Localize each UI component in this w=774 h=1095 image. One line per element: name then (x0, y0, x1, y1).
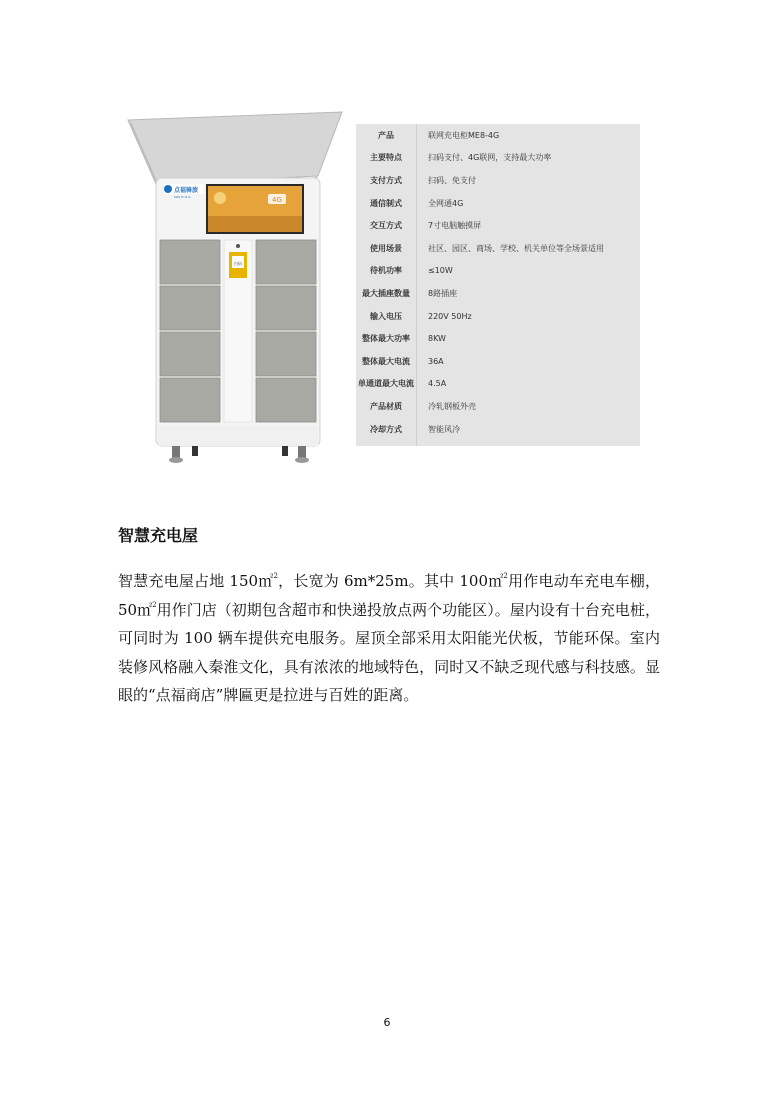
spec-key: 交互方式 (370, 221, 402, 231)
paragraph-part: ，长宽为 6m*25m。其中 100 (277, 572, 488, 590)
spec-key: 输入电压 (370, 311, 402, 321)
brand-logo-text: 点福骑旅 (174, 187, 199, 194)
superscript: 2 (273, 572, 278, 580)
screen-sun (214, 192, 226, 204)
paragraph-part: 用作门店（初期包含超市和快递投放点两个功能区）。屋内设有十台充电桩，可同时为 100 辆车提供充电服务。屋顶全部采用太阳能光伏板，节能环保。室内装修风格融入秦淮文化，具有浓浓的地域特色，同时又不缺乏现代感与科技感。显眼的“点福商店”牌匾更是拉进与百姓的距离。 (118, 600, 660, 704)
spec-value: ≤10W (428, 266, 453, 276)
spec-key: 整体最大功率 (362, 334, 410, 344)
spec-row (356, 350, 640, 373)
area-unit: ㎡ (488, 572, 504, 590)
foot-right (298, 446, 306, 458)
spec-key: 待机功率 (370, 266, 402, 276)
paragraph-part: 用作电动车充电车棚，50 (118, 572, 660, 619)
spec-key: 产品材质 (370, 401, 402, 411)
spec-value: 冷轧钢板外壳 (428, 401, 476, 411)
spec-key: 冷却方式 (370, 424, 402, 434)
camera-dot (236, 244, 240, 248)
spec-row (356, 327, 640, 350)
superscript: 2 (152, 600, 157, 609)
spec-key: 单通道最大电流 (358, 379, 414, 389)
screen-field (208, 216, 302, 232)
spec-key: 最大插座数量 (362, 288, 410, 298)
locker-door-1 (160, 240, 220, 284)
locker-door-6 (256, 286, 316, 330)
brand-logo-icon (164, 185, 172, 193)
section-title: 智慧充电屋 (118, 526, 199, 545)
spec-row (356, 418, 640, 441)
spec-value: 7寸电脑触摸屏 (428, 221, 482, 231)
spec-value: 36A (428, 356, 444, 366)
spec-value: 联网充电柜ME8-4G (428, 130, 500, 140)
locker-door-8 (256, 378, 316, 422)
spec-key: 整体最大电流 (362, 356, 410, 366)
spec-value: 扫码支付、4G联网，支持最大功率 (428, 153, 552, 163)
spec-row (356, 395, 640, 418)
spec-row (356, 260, 640, 283)
spec-key: 支付方式 (370, 175, 402, 185)
page-number: 6 (383, 1016, 391, 1029)
spec-value: 8KW (428, 334, 446, 344)
locker-door-2 (160, 286, 220, 330)
spec-key: 主要特点 (370, 153, 402, 163)
wheel-left (192, 446, 198, 456)
spec-key: 产品 (378, 130, 394, 140)
charging-cabinet-illustration (118, 108, 350, 488)
brand-logo-subtext: DIAN FU QI LV (174, 196, 191, 199)
spec-value: 4.5A (428, 379, 447, 389)
qr-label: 扫码 (234, 261, 242, 266)
cabinet-base (158, 426, 318, 446)
spec-row (356, 214, 640, 237)
spec-value: 智能风冷 (428, 424, 460, 434)
area-unit: ㎡ (137, 600, 153, 619)
spec-row (356, 282, 640, 305)
spec-row (356, 373, 640, 396)
cabinet-roof (128, 112, 342, 184)
spec-value: 全网通4G (428, 198, 464, 208)
spec-table-divider (416, 124, 417, 446)
screen-badge-text: 4G (272, 196, 282, 204)
paragraph-part: 智慧充电屋占地 150 (118, 572, 259, 590)
spec-table (356, 124, 640, 446)
section-paragraph (118, 567, 660, 710)
spec-row (356, 169, 640, 192)
superscript: 2 (503, 572, 508, 580)
foot-left-pad (169, 457, 183, 463)
wheel-right (282, 446, 288, 456)
spec-row (356, 237, 640, 260)
spec-value: 扫码、免支付 (428, 175, 476, 185)
spec-value: 8路插座 (428, 288, 458, 298)
spec-value: 社区、园区、商场、学校、机关单位等全场景适用 (428, 243, 604, 253)
locker-door-3 (160, 332, 220, 376)
spec-row (356, 124, 640, 147)
area-unit: ㎡ (258, 572, 274, 590)
spec-row (356, 192, 640, 215)
spec-row (356, 147, 640, 170)
spec-key: 使用场景 (370, 243, 402, 253)
locker-door-5 (256, 240, 316, 284)
spec-key: 通信制式 (370, 198, 402, 208)
foot-right-pad (295, 457, 309, 463)
foot-left (172, 446, 180, 458)
locker-door-7 (256, 332, 316, 376)
charging-cabinet-image (118, 108, 350, 488)
spec-value: 220V 50Hz (428, 311, 472, 321)
spec-row (356, 305, 640, 328)
locker-door-4 (160, 378, 220, 422)
